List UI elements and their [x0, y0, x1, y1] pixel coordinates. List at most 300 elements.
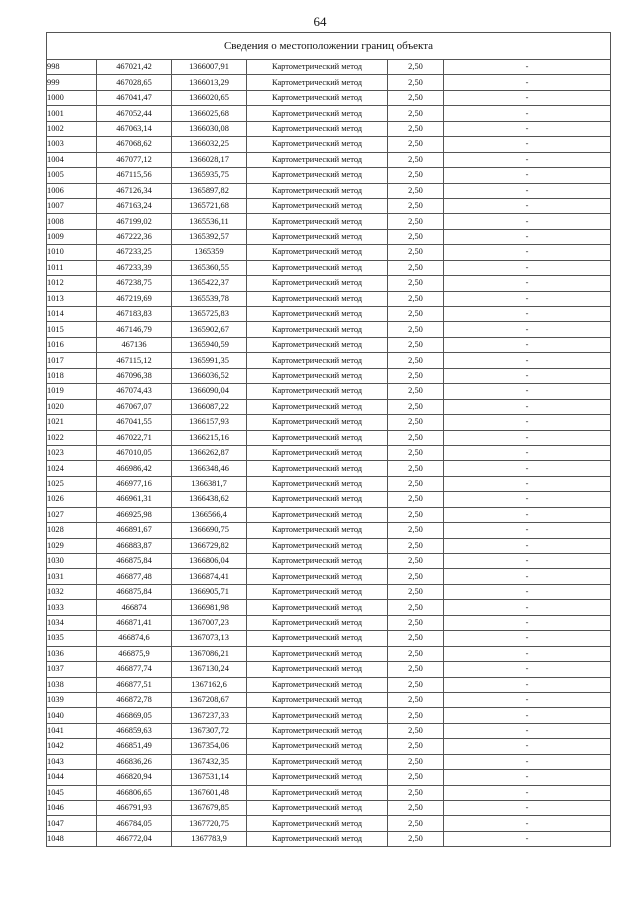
table-row: [47, 492, 611, 507]
method-cell: Картометрический метод: [247, 584, 388, 599]
x-coordinate-cell: 466986,42: [97, 461, 172, 476]
table-row: [47, 337, 611, 352]
point-number-cell: 1047: [47, 816, 97, 831]
y-coordinate-cell: 1367208,67: [172, 692, 247, 707]
method-cell: Картометрический метод: [247, 646, 388, 661]
x-coordinate-cell: 466859,63: [97, 723, 172, 738]
table-row: [47, 445, 611, 460]
point-number-cell: 1002: [47, 121, 97, 136]
description-cell: -: [444, 569, 611, 584]
page-number: 64: [313, 14, 327, 29]
point-number-cell: 1042: [47, 739, 97, 754]
precision-cell: 2,50: [388, 569, 444, 584]
x-coordinate-cell: 466872,78: [97, 692, 172, 707]
y-coordinate-cell: 1367601,48: [172, 785, 247, 800]
x-coordinate-cell: 467028,65: [97, 75, 172, 90]
description-cell: -: [444, 631, 611, 646]
y-coordinate-cell: 1367162,6: [172, 677, 247, 692]
table-row: [47, 322, 611, 337]
method-cell: Картометрический метод: [247, 538, 388, 553]
description-cell: -: [444, 183, 611, 198]
description-cell: -: [444, 708, 611, 723]
x-coordinate-cell: 467063,14: [97, 121, 172, 136]
precision-cell: 2,50: [388, 523, 444, 538]
method-cell: Картометрический метод: [247, 662, 388, 677]
table-row: [47, 229, 611, 244]
x-coordinate-cell: 466883,87: [97, 538, 172, 553]
precision-cell: 2,50: [388, 476, 444, 491]
description-cell: -: [444, 307, 611, 322]
point-number-cell: 1033: [47, 600, 97, 615]
x-coordinate-cell: 466925,98: [97, 507, 172, 522]
y-coordinate-cell: 1365940,59: [172, 337, 247, 352]
x-coordinate-cell: 467183,83: [97, 307, 172, 322]
precision-cell: 2,50: [388, 121, 444, 136]
description-cell: -: [444, 723, 611, 738]
table-row: [47, 646, 611, 661]
description-cell: -: [444, 368, 611, 383]
y-coordinate-cell: 1365902,67: [172, 322, 247, 337]
table-row: [47, 291, 611, 306]
table-row: [47, 615, 611, 630]
method-cell: Картометрический метод: [247, 569, 388, 584]
description-cell: -: [444, 337, 611, 352]
table-row: [47, 692, 611, 707]
precision-cell: 2,50: [388, 445, 444, 460]
method-cell: Картометрический метод: [247, 692, 388, 707]
table-row: [47, 399, 611, 414]
point-number-cell: 1009: [47, 229, 97, 244]
point-number-cell: 1011: [47, 260, 97, 275]
description-cell: -: [444, 801, 611, 816]
y-coordinate-cell: 1366806,04: [172, 554, 247, 569]
description-cell: -: [444, 831, 611, 846]
description-cell: -: [444, 415, 611, 430]
point-number-cell: 1046: [47, 801, 97, 816]
x-coordinate-cell: 467115,12: [97, 353, 172, 368]
y-coordinate-cell: 1365721,68: [172, 198, 247, 213]
x-coordinate-cell: 467041,55: [97, 415, 172, 430]
x-coordinate-cell: 467077,12: [97, 152, 172, 167]
precision-cell: 2,50: [388, 615, 444, 630]
description-cell: -: [444, 198, 611, 213]
description-cell: -: [444, 60, 611, 75]
table-row: [47, 662, 611, 677]
point-number-cell: 1025: [47, 476, 97, 491]
description-cell: -: [444, 229, 611, 244]
y-coordinate-cell: 1366030,08: [172, 121, 247, 136]
precision-cell: 2,50: [388, 384, 444, 399]
precision-cell: 2,50: [388, 291, 444, 306]
method-cell: Картометрический метод: [247, 461, 388, 476]
y-coordinate-cell: 1366020,65: [172, 90, 247, 105]
description-cell: -: [444, 584, 611, 599]
method-cell: Картометрический метод: [247, 816, 388, 831]
y-coordinate-cell: 1366438,62: [172, 492, 247, 507]
method-cell: Картометрический метод: [247, 554, 388, 569]
method-cell: Картометрический метод: [247, 476, 388, 491]
y-coordinate-cell: 1366025,68: [172, 106, 247, 121]
x-coordinate-cell: 466875,9: [97, 646, 172, 661]
boundary-coordinates-table: [46, 32, 611, 847]
precision-cell: 2,50: [388, 662, 444, 677]
y-coordinate-cell: 1366090,04: [172, 384, 247, 399]
description-cell: -: [444, 662, 611, 677]
point-number-cell: 1032: [47, 584, 97, 599]
precision-cell: 2,50: [388, 646, 444, 661]
x-coordinate-cell: 466874: [97, 600, 172, 615]
table-row: [47, 554, 611, 569]
point-number-cell: 1005: [47, 168, 97, 183]
table-row: [47, 75, 611, 90]
x-coordinate-cell: 466877,48: [97, 569, 172, 584]
y-coordinate-cell: 1366007,91: [172, 60, 247, 75]
x-coordinate-cell: 467010,05: [97, 445, 172, 460]
point-number-cell: 1001: [47, 106, 97, 121]
point-number-cell: 1022: [47, 430, 97, 445]
precision-cell: 2,50: [388, 816, 444, 831]
precision-cell: 2,50: [388, 276, 444, 291]
table-row: [47, 260, 611, 275]
method-cell: Картометрический метод: [247, 322, 388, 337]
x-coordinate-cell: 467021,42: [97, 60, 172, 75]
point-number-cell: 1035: [47, 631, 97, 646]
method-cell: Картометрический метод: [247, 445, 388, 460]
point-number-cell: 1037: [47, 662, 97, 677]
description-cell: -: [444, 816, 611, 831]
x-coordinate-cell: 466791,93: [97, 801, 172, 816]
description-cell: -: [444, 461, 611, 476]
precision-cell: 2,50: [388, 337, 444, 352]
precision-cell: 2,50: [388, 415, 444, 430]
table-row: [47, 600, 611, 615]
description-cell: -: [444, 168, 611, 183]
x-coordinate-cell: 466784,05: [97, 816, 172, 831]
y-coordinate-cell: 1367432,35: [172, 754, 247, 769]
x-coordinate-cell: 466961,31: [97, 492, 172, 507]
method-cell: Картометрический метод: [247, 152, 388, 167]
table-row: [47, 121, 611, 136]
method-cell: Картометрический метод: [247, 291, 388, 306]
x-coordinate-cell: 467052,44: [97, 106, 172, 121]
x-coordinate-cell: 466772,04: [97, 831, 172, 846]
precision-cell: 2,50: [388, 770, 444, 785]
table-row: [47, 307, 611, 322]
description-cell: -: [444, 476, 611, 491]
method-cell: Картометрический метод: [247, 399, 388, 414]
y-coordinate-cell: 1366262,87: [172, 445, 247, 460]
x-coordinate-cell: 466874,6: [97, 631, 172, 646]
method-cell: Картометрический метод: [247, 60, 388, 75]
method-cell: Картометрический метод: [247, 723, 388, 738]
point-number-cell: 1023: [47, 445, 97, 460]
method-cell: Картометрический метод: [247, 106, 388, 121]
precision-cell: 2,50: [388, 723, 444, 738]
method-cell: Картометрический метод: [247, 368, 388, 383]
description-cell: -: [444, 276, 611, 291]
table-row: [47, 708, 611, 723]
precision-cell: 2,50: [388, 152, 444, 167]
table-row: [47, 816, 611, 831]
x-coordinate-cell: 466891,67: [97, 523, 172, 538]
table-row: [47, 152, 611, 167]
y-coordinate-cell: 1366905,71: [172, 584, 247, 599]
table-row: [47, 754, 611, 769]
point-number-cell: 1031: [47, 569, 97, 584]
y-coordinate-cell: 1365539,78: [172, 291, 247, 306]
y-coordinate-cell: 1367531,14: [172, 770, 247, 785]
x-coordinate-cell: 467222,36: [97, 229, 172, 244]
table-row: [47, 677, 611, 692]
y-coordinate-cell: 1367720,75: [172, 816, 247, 831]
y-coordinate-cell: 1365897,82: [172, 183, 247, 198]
precision-cell: 2,50: [388, 739, 444, 754]
point-number-cell: 1021: [47, 415, 97, 430]
y-coordinate-cell: 1366981,98: [172, 600, 247, 615]
y-coordinate-cell: 1367354,06: [172, 739, 247, 754]
table-row: [47, 60, 611, 75]
table-row: [47, 183, 611, 198]
precision-cell: 2,50: [388, 584, 444, 599]
precision-cell: 2,50: [388, 60, 444, 75]
precision-cell: 2,50: [388, 106, 444, 121]
method-cell: Картометрический метод: [247, 677, 388, 692]
y-coordinate-cell: 1366690,75: [172, 523, 247, 538]
x-coordinate-cell: 466851,49: [97, 739, 172, 754]
description-cell: -: [444, 245, 611, 260]
method-cell: Картометрический метод: [247, 337, 388, 352]
method-cell: Картометрический метод: [247, 121, 388, 136]
point-number-cell: 1007: [47, 198, 97, 213]
table-title: Сведения о местоположении границ объекта: [47, 33, 611, 60]
table-row: [47, 106, 611, 121]
method-cell: Картометрический метод: [247, 245, 388, 260]
point-number-cell: 1015: [47, 322, 97, 337]
description-cell: -: [444, 75, 611, 90]
point-number-cell: 1008: [47, 214, 97, 229]
x-coordinate-cell: 467074,43: [97, 384, 172, 399]
point-number-cell: 1004: [47, 152, 97, 167]
precision-cell: 2,50: [388, 229, 444, 244]
table-row: [47, 569, 611, 584]
precision-cell: 2,50: [388, 554, 444, 569]
table-row: [47, 198, 611, 213]
table-body: [47, 60, 611, 847]
precision-cell: 2,50: [388, 214, 444, 229]
description-cell: -: [444, 507, 611, 522]
table-row: [47, 368, 611, 383]
method-cell: Картометрический метод: [247, 831, 388, 846]
x-coordinate-cell: 466877,51: [97, 677, 172, 692]
description-cell: -: [444, 554, 611, 569]
point-number-cell: 1019: [47, 384, 97, 399]
y-coordinate-cell: 1366157,93: [172, 415, 247, 430]
precision-cell: 2,50: [388, 600, 444, 615]
description-cell: -: [444, 214, 611, 229]
point-number-cell: 1029: [47, 538, 97, 553]
point-number-cell: 1028: [47, 523, 97, 538]
method-cell: Картометрический метод: [247, 307, 388, 322]
description-cell: -: [444, 260, 611, 275]
table-row: [47, 831, 611, 846]
table-row: [47, 631, 611, 646]
method-cell: Картометрический метод: [247, 214, 388, 229]
method-cell: Картометрический метод: [247, 739, 388, 754]
description-cell: -: [444, 121, 611, 136]
y-coordinate-cell: 1367007,23: [172, 615, 247, 630]
x-coordinate-cell: 466869,05: [97, 708, 172, 723]
table-row: [47, 584, 611, 599]
method-cell: Картометрический метод: [247, 492, 388, 507]
y-coordinate-cell: 1367307,72: [172, 723, 247, 738]
x-coordinate-cell: 467041,47: [97, 90, 172, 105]
point-number-cell: 1041: [47, 723, 97, 738]
x-coordinate-cell: 467199,02: [97, 214, 172, 229]
x-coordinate-cell: 466871,41: [97, 615, 172, 630]
table-title-row: [47, 33, 611, 60]
table-row: [47, 476, 611, 491]
x-coordinate-cell: 467233,39: [97, 260, 172, 275]
precision-cell: 2,50: [388, 785, 444, 800]
table-row: [47, 723, 611, 738]
y-coordinate-cell: 1365991,35: [172, 353, 247, 368]
y-coordinate-cell: 1365392,57: [172, 229, 247, 244]
y-coordinate-cell: 1365359: [172, 245, 247, 260]
table-row: [47, 245, 611, 260]
method-cell: Картометрический метод: [247, 770, 388, 785]
y-coordinate-cell: 1365422,37: [172, 276, 247, 291]
description-cell: -: [444, 492, 611, 507]
y-coordinate-cell: 1366729,82: [172, 538, 247, 553]
table-row: [47, 461, 611, 476]
precision-cell: 2,50: [388, 538, 444, 553]
precision-cell: 2,50: [388, 677, 444, 692]
method-cell: Картометрический метод: [247, 523, 388, 538]
point-number-cell: 1044: [47, 770, 97, 785]
point-number-cell: 1048: [47, 831, 97, 846]
table-row: [47, 770, 611, 785]
description-cell: -: [444, 754, 611, 769]
method-cell: Картометрический метод: [247, 229, 388, 244]
precision-cell: 2,50: [388, 430, 444, 445]
precision-cell: 2,50: [388, 75, 444, 90]
point-number-cell: 1034: [47, 615, 97, 630]
description-cell: -: [444, 399, 611, 414]
point-number-cell: 1017: [47, 353, 97, 368]
y-coordinate-cell: 1366013,29: [172, 75, 247, 90]
precision-cell: 2,50: [388, 754, 444, 769]
method-cell: Картометрический метод: [247, 276, 388, 291]
description-cell: -: [444, 692, 611, 707]
description-cell: -: [444, 430, 611, 445]
description-cell: -: [444, 646, 611, 661]
precision-cell: 2,50: [388, 168, 444, 183]
precision-cell: 2,50: [388, 692, 444, 707]
point-number-cell: 1024: [47, 461, 97, 476]
method-cell: Картометрический метод: [247, 90, 388, 105]
method-cell: Картометрический метод: [247, 785, 388, 800]
table-row: [47, 430, 611, 445]
point-number-cell: 1030: [47, 554, 97, 569]
x-coordinate-cell: 466875,84: [97, 554, 172, 569]
table-row: [47, 739, 611, 754]
precision-cell: 2,50: [388, 90, 444, 105]
table-row: [47, 523, 611, 538]
precision-cell: 2,50: [388, 461, 444, 476]
description-cell: -: [444, 600, 611, 615]
x-coordinate-cell: 467219,69: [97, 291, 172, 306]
method-cell: Картометрический метод: [247, 430, 388, 445]
method-cell: Картометрический метод: [247, 631, 388, 646]
table-row: [47, 137, 611, 152]
method-cell: Картометрический метод: [247, 754, 388, 769]
description-cell: -: [444, 677, 611, 692]
y-coordinate-cell: 1366036,52: [172, 368, 247, 383]
y-coordinate-cell: 1366566,4: [172, 507, 247, 522]
x-coordinate-cell: 467115,56: [97, 168, 172, 183]
point-number-cell: 1020: [47, 399, 97, 414]
table-row: [47, 168, 611, 183]
precision-cell: 2,50: [388, 322, 444, 337]
point-number-cell: 1010: [47, 245, 97, 260]
x-coordinate-cell: 467022,71: [97, 430, 172, 445]
x-coordinate-cell: 467096,38: [97, 368, 172, 383]
description-cell: -: [444, 445, 611, 460]
point-number-cell: 1006: [47, 183, 97, 198]
table-row: [47, 214, 611, 229]
precision-cell: 2,50: [388, 399, 444, 414]
y-coordinate-cell: 1366032,25: [172, 137, 247, 152]
x-coordinate-cell: 467163,24: [97, 198, 172, 213]
y-coordinate-cell: 1365935,75: [172, 168, 247, 183]
method-cell: Картометрический метод: [247, 183, 388, 198]
description-cell: -: [444, 770, 611, 785]
precision-cell: 2,50: [388, 368, 444, 383]
y-coordinate-cell: 1367237,33: [172, 708, 247, 723]
precision-cell: 2,50: [388, 801, 444, 816]
y-coordinate-cell: 1367679,85: [172, 801, 247, 816]
method-cell: Картометрический метод: [247, 507, 388, 522]
method-cell: Картометрический метод: [247, 415, 388, 430]
method-cell: Картометрический метод: [247, 168, 388, 183]
precision-cell: 2,50: [388, 183, 444, 198]
description-cell: -: [444, 137, 611, 152]
x-coordinate-cell: 466806,65: [97, 785, 172, 800]
point-number-cell: 1036: [47, 646, 97, 661]
point-number-cell: 1000: [47, 90, 97, 105]
point-number-cell: 1039: [47, 692, 97, 707]
method-cell: Картометрический метод: [247, 137, 388, 152]
point-number-cell: 1014: [47, 307, 97, 322]
x-coordinate-cell: 466820,94: [97, 770, 172, 785]
point-number-cell: 1045: [47, 785, 97, 800]
precision-cell: 2,50: [388, 631, 444, 646]
point-number-cell: 1012: [47, 276, 97, 291]
y-coordinate-cell: 1366215,16: [172, 430, 247, 445]
point-number-cell: 999: [47, 75, 97, 90]
description-cell: -: [444, 353, 611, 368]
x-coordinate-cell: 467126,34: [97, 183, 172, 198]
table-row: [47, 384, 611, 399]
precision-cell: 2,50: [388, 198, 444, 213]
method-cell: Картометрический метод: [247, 353, 388, 368]
table-row: [47, 353, 611, 368]
table-row: [47, 276, 611, 291]
x-coordinate-cell: 467068,62: [97, 137, 172, 152]
y-coordinate-cell: 1366028,17: [172, 152, 247, 167]
precision-cell: 2,50: [388, 507, 444, 522]
point-number-cell: 1003: [47, 137, 97, 152]
